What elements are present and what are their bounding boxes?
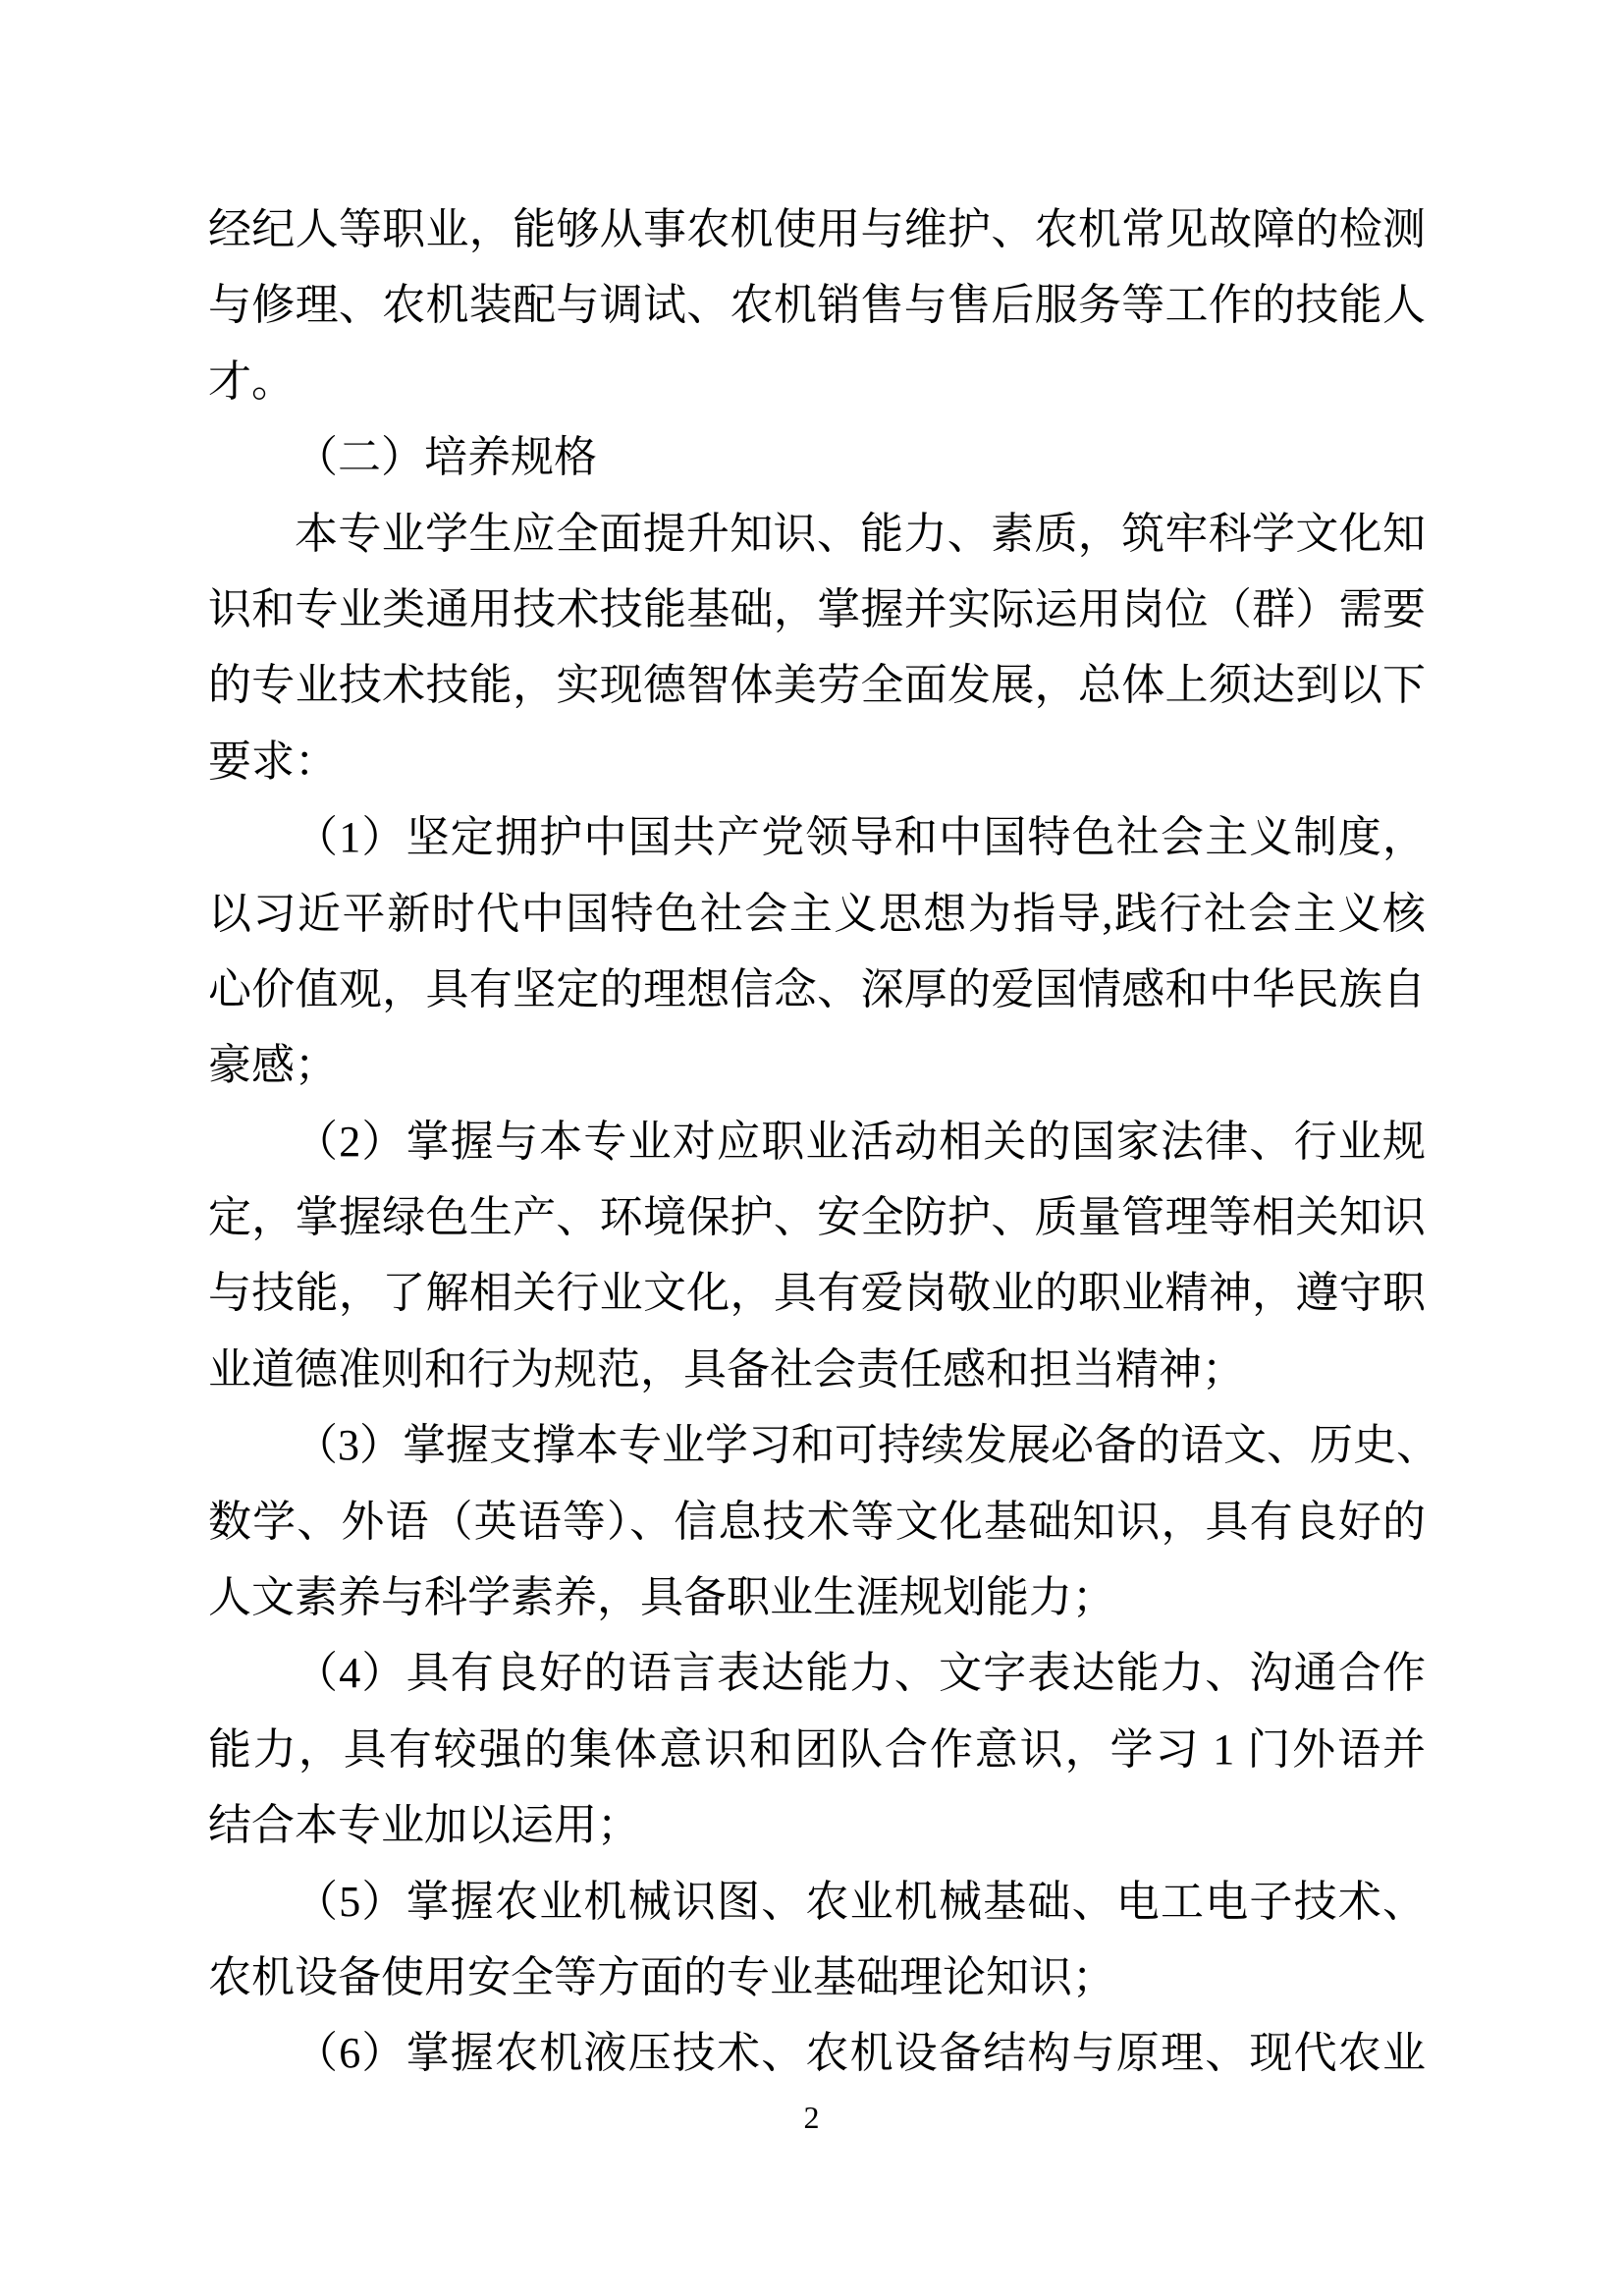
text-line: 结合本专业加以运用； — [208, 1801, 640, 1850]
text-line: 的专业技术技能，实现德智体美劳全面发展，总体上须达到以下 — [208, 661, 1426, 710]
text-line: 以习近平新时代中国特色社会主义思想为指导,践行社会主义核 — [208, 889, 1426, 938]
text-line: 业道德准则和行为规范，具备社会责任感和担当精神； — [208, 1344, 1245, 1394]
text-line: 本专业学生应全面提升知识、能力、素质，筑牢科学文化知 — [295, 509, 1426, 558]
text-line: 与技能，了解相关行业文化，具有爱岗敬业的职业精神，遵守职 — [208, 1269, 1426, 1318]
text-line: 能力，具有较强的集体意识和团队合作意识，学习 1 门外语并 — [208, 1724, 1426, 1774]
text-line: （2）掌握与本专业对应职业活动相关的国家法律、行业规 — [295, 1117, 1426, 1166]
text-line: 才。 — [208, 356, 295, 406]
text-line: 与修理、农机装配与调试、农机销售与售后服务等工作的技能人 — [208, 281, 1426, 330]
text-line: （5）掌握农业机械识图、农业机械基础、电工电子技术、 — [295, 1877, 1426, 1926]
document-body — [208, 191, 1439, 2092]
text-line: 定，掌握绿色生产、环境保护、安全防护、质量管理等相关知识 — [208, 1193, 1426, 1242]
text-line: 人文素养与科学素养，具备职业生涯规划能力； — [208, 1573, 1115, 1622]
text-line: （4）具有良好的语言表达能力、文字表达能力、沟通合作 — [295, 1649, 1426, 1698]
text-line: （1）坚定拥护中国共产党领导和中国特色社会主义制度， — [295, 813, 1426, 862]
page-number: 2 — [803, 2100, 820, 2135]
text-line: 要求： — [208, 737, 338, 786]
text-line: （二）培养规格 — [295, 433, 597, 482]
text-line: 识和专业类通用技术技能基础，掌握并实际运用岗位（群）需要 — [208, 584, 1426, 633]
text-line: 数学、外语（英语等）、信息技术等文化基础知识，具有良好的 — [208, 1497, 1426, 1546]
text-line: 经纪人等职业，能够从事农机使用与维护、农机常见故障的检测 — [208, 205, 1426, 253]
text-line: （3）掌握支撑本专业学习和可持续发展必备的语文、历史、 — [295, 1421, 1439, 1470]
text-line: 心价值观，具有坚定的理想信念、深厚的爱国情感和中华民族自 — [208, 964, 1426, 1013]
text-line: 农机设备使用安全等方面的专业基础理论知识； — [208, 1952, 1115, 2001]
page-footer — [0, 2100, 1623, 2135]
text-line: （6）掌握农机液压技术、农机设备结构与原理、现代农业 — [295, 2029, 1426, 2078]
text-line: 豪感； — [208, 1041, 338, 1090]
